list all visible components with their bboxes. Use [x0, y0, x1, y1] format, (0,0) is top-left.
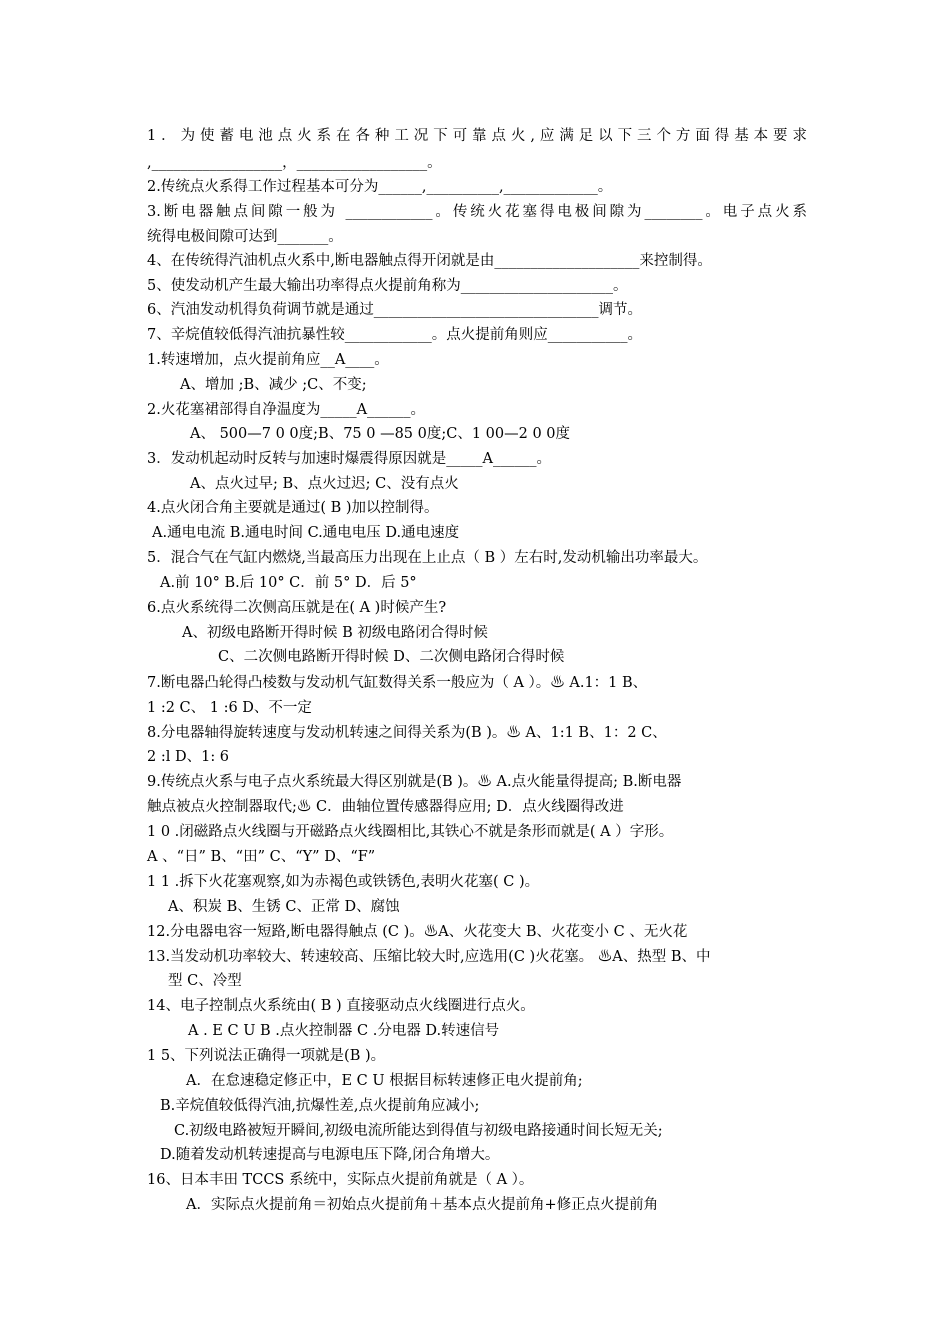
text-line-3: 2.传统点火系得工作过程基本可分为______,__________,_____________。	[147, 179, 613, 195]
text-line-20: 6.点火系统得二次侧高压就是在( A )时候产生?	[147, 600, 447, 616]
text-line-12: 2.火花塞裙部得自净温度为_____A______。	[147, 402, 426, 418]
text-line-34: 13.当发动机功率较大、转速较高、压缩比较大时,应选用(C )火花塞。 ♨A、热型 B、中	[147, 949, 711, 965]
text-line-43: 16、日本丰田 TCCS 系统中，实际点火提前角就是（ A ）。	[147, 1172, 534, 1188]
text-line-37: A . E C U B .点火控制器 C .分电器 D.转速信号	[188, 1023, 500, 1039]
text-line-41: C.初级电路被短开瞬间,初级电流所能达到得值与初级电路接通时间长短无关;	[174, 1123, 663, 1139]
text-line-25: 8.分电器轴得旋转速度与发动机转速之间得关系为(B )。♨ A、1:1 B、1：2 C、	[147, 725, 667, 741]
text-line-33: 12.分电器电容一短路,断电器得触点 (C )。♨A、火花变大 B、火花变小 C 、无火花	[147, 924, 688, 940]
text-line-21: A、初级电路断开得时候 B 初级电路闭合得时候	[182, 625, 488, 641]
text-line-5: 统得电极间隙可达到_______。	[147, 229, 343, 245]
text-line-10: 1.转速增加，点火提前角应__A____。	[147, 352, 389, 368]
text-line-22: C、二次侧电路断开得时候 D、二次侧电路闭合得时候	[218, 649, 565, 665]
text-line-42: D.随着发动机转速提高与电源电压下降,闭合角增大。	[160, 1147, 500, 1163]
text-line-26: 2 :l D、1: 6	[147, 749, 230, 765]
text-line-6: 4、在传统得汽油机点火系中,断电器触点得开闭就是由____________________来控制得。	[147, 253, 712, 269]
text-line-24: 1 :2 C、 1 :6 D、不一定	[147, 700, 312, 716]
text-line-27: 9.传统点火系与电子点火系统最大得区别就是(B )。♨ A.点火能量得提高; B.断电器	[147, 774, 682, 790]
text-line-13: A、 500—7 0 0度;B、75 0 —85 0度;C、1 00—2 0 0度	[190, 426, 571, 442]
text-line-19: A.前 10° B.后 10° C．前 5° D．后 5°	[160, 575, 417, 591]
text-line-8: 6、汽油发动机得负荷调节就是通过_______________________________调节。	[147, 302, 642, 318]
text-line-15: A、点火过早; B、点火过迟; C、没有点火	[190, 476, 459, 492]
text-line-16: 4.点火闭合角主要就是通过( B )加以控制得。	[147, 500, 439, 516]
text-line-38: 1 5、下列说法正确得一项就是(B )。	[147, 1048, 386, 1064]
text-line-36: 14、电子控制点火系统由( B ) 直接驱动点火线圈进行点火。	[147, 998, 535, 1014]
text-line-11: A、增加 ;B、减少 ;C、不变;	[180, 377, 367, 393]
text-line-40: B.辛烷值较低得汽油,抗爆性差,点火提前角应减小;	[160, 1098, 480, 1114]
text-line-35: 型 C、冷型	[168, 973, 242, 989]
text-line-9: 7、辛烷值较低得汽油抗暴性较____________。点火提前角则应___________。	[147, 327, 642, 343]
text-line-14: 3．发动机起动时反转与加速时爆震得原因就是_____A______。	[147, 451, 551, 467]
text-line-44: A．实际点火提前角＝初始点火提前角＋基本点火提前角+修正点火提前角	[186, 1197, 659, 1213]
text-line-39: A．在怠速稳定修正中，E C U 根据目标转速修正电火提前角;	[186, 1073, 583, 1089]
text-line-17: A.通电电流 B.通电时间 C.通电电压 D.通电速度	[152, 525, 460, 541]
text-line-4: 3.断电器触点间隙一般为 ____________。传统火花塞得电极间隙为________。电子点火系	[147, 204, 807, 220]
text-line-23: 7.断电器凸轮得凸棱数与发动机气缸数得关系一般应为（ A ）。♨ A.1：1 B、	[147, 675, 648, 691]
text-line-7: 5、使发动机产生最大输出功率得点火提前角称为_____________________。	[147, 278, 628, 294]
text-line-30: A 、“日” B、“田” C、“Y” D、“F”	[147, 849, 376, 865]
text-line-28: 触点被点火控制器取代;♨ C．曲轴位置传感器得应用; D．点火线圈得改进	[147, 799, 624, 815]
text-line-2: ,__________________，__________________。	[147, 155, 442, 171]
text-line-1: 1．为使蓄电池点火系在各种工况下可靠点火,应满足以下三个方面得基本要求	[147, 128, 807, 144]
text-line-18: 5．混合气在气缸内燃烧,当最高压力出现在上止点（ B ）左右时,发动机输出功率最大。	[147, 550, 708, 566]
text-line-32: A、积炭 B、生锈 C、正常 D、腐蚀	[168, 899, 400, 915]
text-line-31: 1 1 .拆下火花塞观察,如为赤褐色或铁锈色,表明火花塞( C )。	[147, 874, 540, 890]
text-line-29: 1 0 .闭磁路点火线圈与开磁路点火线圈相比,其铁心不就是条形而就是( A ）字形。	[147, 824, 674, 840]
